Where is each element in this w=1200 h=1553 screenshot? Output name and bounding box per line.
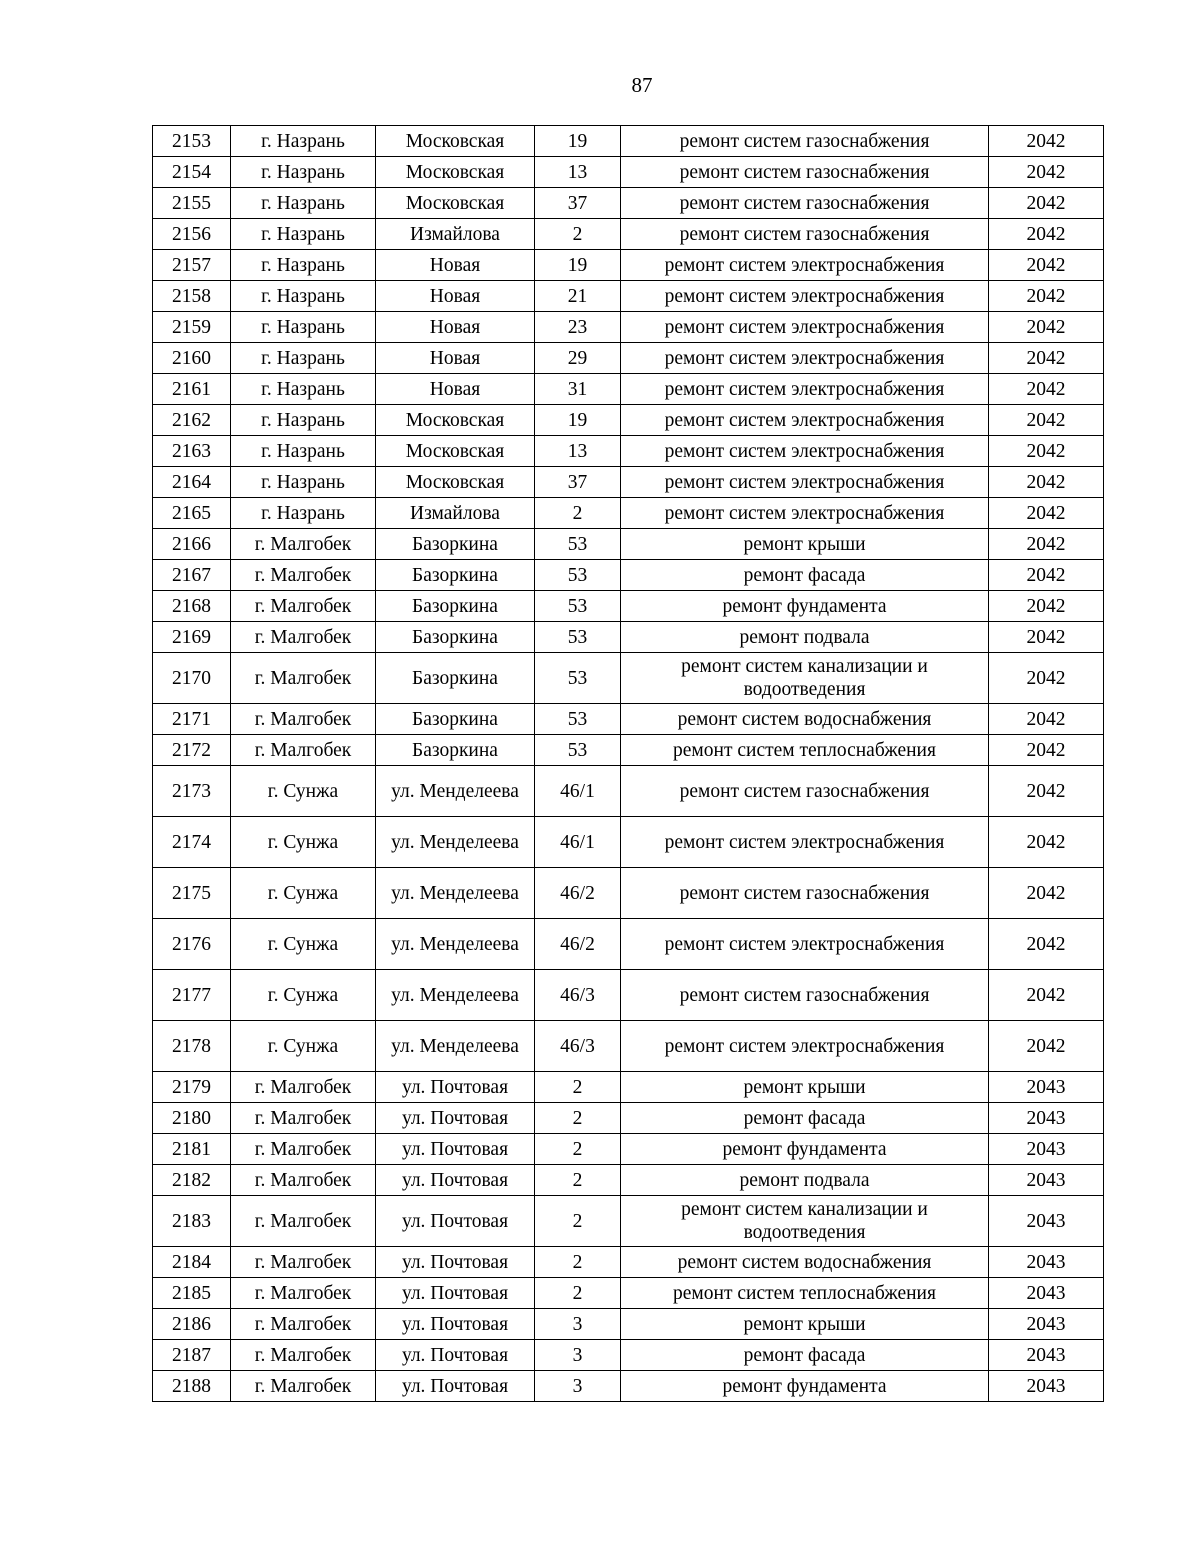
table-row <box>153 1278 1104 1309</box>
city-cell: г. Назрань <box>231 126 376 157</box>
city-cell: г. Малгобек <box>231 622 376 653</box>
work-type-cell: ремонт систем электроснабжения <box>621 281 989 312</box>
work-type-cell: ремонт крыши <box>621 1309 989 1340</box>
city-cell: г. Сунжа <box>231 766 376 817</box>
city-cell: г. Малгобек <box>231 560 376 591</box>
street-cell: ул. Менделеева <box>376 868 535 919</box>
row-number-cell: 2153 <box>153 126 231 157</box>
street-cell: Новая <box>376 250 535 281</box>
work-type-cell: ремонт фундамента <box>621 1371 989 1402</box>
year-cell: 2043 <box>989 1196 1104 1247</box>
street-cell: ул. Менделеева <box>376 919 535 970</box>
city-cell: г. Назрань <box>231 281 376 312</box>
house-number-cell: 2 <box>535 1072 621 1103</box>
street-cell: Базоркина <box>376 591 535 622</box>
year-cell: 2042 <box>989 312 1104 343</box>
row-number-cell: 2157 <box>153 250 231 281</box>
year-cell: 2043 <box>989 1309 1104 1340</box>
city-cell: г. Назрань <box>231 188 376 219</box>
row-number-cell: 2184 <box>153 1247 231 1278</box>
work-type-cell: ремонт систем газоснабжения <box>621 970 989 1021</box>
table-row <box>153 374 1104 405</box>
row-number-cell: 2175 <box>153 868 231 919</box>
street-cell: ул. Почтовая <box>376 1165 535 1196</box>
table-row <box>153 1103 1104 1134</box>
table-row <box>153 560 1104 591</box>
street-cell: ул. Менделеева <box>376 817 535 868</box>
year-cell: 2042 <box>989 591 1104 622</box>
city-cell: г. Малгобек <box>231 653 376 704</box>
house-number-cell: 2 <box>535 1134 621 1165</box>
city-cell: г. Малгобек <box>231 529 376 560</box>
house-number-cell: 31 <box>535 374 621 405</box>
row-number-cell: 2162 <box>153 405 231 436</box>
year-cell: 2042 <box>989 622 1104 653</box>
row-number-cell: 2156 <box>153 219 231 250</box>
row-number-cell: 2155 <box>153 188 231 219</box>
table-row <box>153 281 1104 312</box>
row-number-cell: 2164 <box>153 467 231 498</box>
city-cell: г. Малгобек <box>231 1196 376 1247</box>
city-cell: г. Малгобек <box>231 1309 376 1340</box>
house-number-cell: 23 <box>535 312 621 343</box>
city-cell: г. Сунжа <box>231 970 376 1021</box>
year-cell: 2042 <box>989 498 1104 529</box>
year-cell: 2042 <box>989 817 1104 868</box>
year-cell: 2042 <box>989 560 1104 591</box>
row-number-cell: 2169 <box>153 622 231 653</box>
work-type-cell: ремонт систем электроснабжения <box>621 498 989 529</box>
city-cell: г. Малгобек <box>231 1371 376 1402</box>
table-row <box>153 817 1104 868</box>
city-cell: г. Назрань <box>231 312 376 343</box>
city-cell: г. Малгобек <box>231 1103 376 1134</box>
work-type-cell: ремонт систем канализации и водоотведения <box>621 653 989 704</box>
row-number-cell: 2188 <box>153 1371 231 1402</box>
row-number-cell: 2182 <box>153 1165 231 1196</box>
year-cell: 2042 <box>989 1021 1104 1072</box>
street-cell: Новая <box>376 374 535 405</box>
table-row <box>153 188 1104 219</box>
year-cell: 2042 <box>989 405 1104 436</box>
row-number-cell: 2185 <box>153 1278 231 1309</box>
house-number-cell: 37 <box>535 467 621 498</box>
year-cell: 2042 <box>989 188 1104 219</box>
work-type-cell: ремонт подвала <box>621 1165 989 1196</box>
row-number-cell: 2167 <box>153 560 231 591</box>
house-number-cell: 3 <box>535 1340 621 1371</box>
year-cell: 2042 <box>989 157 1104 188</box>
house-number-cell: 53 <box>535 622 621 653</box>
city-cell: г. Сунжа <box>231 817 376 868</box>
house-number-cell: 19 <box>535 250 621 281</box>
table-row <box>153 1021 1104 1072</box>
house-number-cell: 2 <box>535 1165 621 1196</box>
house-number-cell: 53 <box>535 529 621 560</box>
table-row <box>153 1247 1104 1278</box>
row-number-cell: 2171 <box>153 704 231 735</box>
work-type-cell: ремонт систем теплоснабжения <box>621 1278 989 1309</box>
year-cell: 2042 <box>989 343 1104 374</box>
table-row <box>153 312 1104 343</box>
street-cell: Базоркина <box>376 622 535 653</box>
house-number-cell: 53 <box>535 704 621 735</box>
city-cell: г. Малгобек <box>231 1247 376 1278</box>
city-cell: г. Малгобек <box>231 735 376 766</box>
work-type-cell: ремонт систем электроснабжения <box>621 1021 989 1072</box>
row-number-cell: 2172 <box>153 735 231 766</box>
street-cell: Московская <box>376 188 535 219</box>
house-number-cell: 46/1 <box>535 817 621 868</box>
year-cell: 2042 <box>989 529 1104 560</box>
street-cell: Базоркина <box>376 560 535 591</box>
row-number-cell: 2180 <box>153 1103 231 1134</box>
house-number-cell: 21 <box>535 281 621 312</box>
work-type-cell: ремонт фасада <box>621 1103 989 1134</box>
street-cell: Московская <box>376 436 535 467</box>
work-type-cell: ремонт фундамента <box>621 1134 989 1165</box>
house-number-cell: 46/2 <box>535 919 621 970</box>
street-cell: ул. Почтовая <box>376 1247 535 1278</box>
year-cell: 2043 <box>989 1072 1104 1103</box>
table-row <box>153 343 1104 374</box>
table-row <box>153 405 1104 436</box>
table-row <box>153 436 1104 467</box>
street-cell: Новая <box>376 281 535 312</box>
house-number-cell: 46/2 <box>535 868 621 919</box>
row-number-cell: 2163 <box>153 436 231 467</box>
street-cell: Измайлова <box>376 498 535 529</box>
house-number-cell: 53 <box>535 735 621 766</box>
house-number-cell: 46/3 <box>535 970 621 1021</box>
street-cell: ул. Почтовая <box>376 1309 535 1340</box>
year-cell: 2042 <box>989 219 1104 250</box>
street-cell: ул. Почтовая <box>376 1340 535 1371</box>
street-cell: ул. Менделеева <box>376 766 535 817</box>
house-number-cell: 29 <box>535 343 621 374</box>
house-number-cell: 19 <box>535 405 621 436</box>
house-number-cell: 3 <box>535 1371 621 1402</box>
street-cell: Базоркина <box>376 735 535 766</box>
house-number-cell: 2 <box>535 1103 621 1134</box>
house-number-cell: 2 <box>535 219 621 250</box>
house-number-cell: 2 <box>535 498 621 529</box>
work-type-cell: ремонт систем газоснабжения <box>621 126 989 157</box>
table-row <box>153 498 1104 529</box>
city-cell: г. Сунжа <box>231 919 376 970</box>
street-cell: Московская <box>376 405 535 436</box>
table-row <box>153 622 1104 653</box>
work-type-cell: ремонт систем электроснабжения <box>621 312 989 343</box>
city-cell: г. Малгобек <box>231 591 376 622</box>
page-number: 87 <box>631 73 653 97</box>
work-type-cell: ремонт систем газоснабжения <box>621 188 989 219</box>
street-cell: ул. Почтовая <box>376 1134 535 1165</box>
repair-schedule-table <box>152 125 1104 1402</box>
year-cell: 2042 <box>989 766 1104 817</box>
year-cell: 2043 <box>989 1165 1104 1196</box>
house-number-cell: 46/1 <box>535 766 621 817</box>
table-row <box>153 868 1104 919</box>
row-number-cell: 2177 <box>153 970 231 1021</box>
year-cell: 2043 <box>989 1247 1104 1278</box>
street-cell: Новая <box>376 343 535 374</box>
work-type-cell: ремонт систем газоснабжения <box>621 868 989 919</box>
row-number-cell: 2168 <box>153 591 231 622</box>
house-number-cell: 53 <box>535 560 621 591</box>
street-cell: ул. Менделеева <box>376 1021 535 1072</box>
row-number-cell: 2161 <box>153 374 231 405</box>
work-type-cell: ремонт крыши <box>621 529 989 560</box>
house-number-cell: 46/3 <box>535 1021 621 1072</box>
year-cell: 2042 <box>989 919 1104 970</box>
city-cell: г. Малгобек <box>231 704 376 735</box>
work-type-cell: ремонт систем электроснабжения <box>621 919 989 970</box>
street-cell: Базоркина <box>376 704 535 735</box>
table-row <box>153 1371 1104 1402</box>
city-cell: г. Малгобек <box>231 1134 376 1165</box>
row-number-cell: 2179 <box>153 1072 231 1103</box>
city-cell: г. Назрань <box>231 405 376 436</box>
city-cell: г. Малгобек <box>231 1165 376 1196</box>
street-cell: ул. Почтовая <box>376 1371 535 1402</box>
row-number-cell: 2160 <box>153 343 231 374</box>
work-type-cell: ремонт систем газоснабжения <box>621 157 989 188</box>
year-cell: 2042 <box>989 467 1104 498</box>
year-cell: 2043 <box>989 1134 1104 1165</box>
table-row <box>153 250 1104 281</box>
work-type-cell: ремонт крыши <box>621 1072 989 1103</box>
street-cell: Московская <box>376 157 535 188</box>
street-cell: Базоркина <box>376 529 535 560</box>
house-number-cell: 13 <box>535 157 621 188</box>
work-type-cell: ремонт систем теплоснабжения <box>621 735 989 766</box>
year-cell: 2042 <box>989 970 1104 1021</box>
year-cell: 2042 <box>989 250 1104 281</box>
work-type-cell: ремонт систем электроснабжения <box>621 250 989 281</box>
city-cell: г. Малгобек <box>231 1340 376 1371</box>
year-cell: 2042 <box>989 436 1104 467</box>
year-cell: 2043 <box>989 1278 1104 1309</box>
work-type-cell: ремонт систем электроснабжения <box>621 405 989 436</box>
row-number-cell: 2174 <box>153 817 231 868</box>
year-cell: 2042 <box>989 653 1104 704</box>
street-cell: ул. Почтовая <box>376 1072 535 1103</box>
house-number-cell: 2 <box>535 1278 621 1309</box>
house-number-cell: 2 <box>535 1247 621 1278</box>
table-row <box>153 529 1104 560</box>
city-cell: г. Малгобек <box>231 1072 376 1103</box>
table-row <box>153 219 1104 250</box>
table-row <box>153 735 1104 766</box>
table-row <box>153 1340 1104 1371</box>
row-number-cell: 2170 <box>153 653 231 704</box>
work-type-cell: ремонт подвала <box>621 622 989 653</box>
street-cell: Московская <box>376 126 535 157</box>
year-cell: 2042 <box>989 374 1104 405</box>
row-number-cell: 2178 <box>153 1021 231 1072</box>
house-number-cell: 53 <box>535 653 621 704</box>
house-number-cell: 13 <box>535 436 621 467</box>
city-cell: г. Назрань <box>231 343 376 374</box>
house-number-cell: 3 <box>535 1309 621 1340</box>
table-row <box>153 1165 1104 1196</box>
city-cell: г. Назрань <box>231 250 376 281</box>
work-type-cell: ремонт систем электроснабжения <box>621 374 989 405</box>
table-row <box>153 766 1104 817</box>
table-row <box>153 1309 1104 1340</box>
street-cell: ул. Менделеева <box>376 970 535 1021</box>
table-row <box>153 1072 1104 1103</box>
row-number-cell: 2173 <box>153 766 231 817</box>
row-number-cell: 2166 <box>153 529 231 560</box>
work-type-cell: ремонт систем электроснабжения <box>621 467 989 498</box>
row-number-cell: 2187 <box>153 1340 231 1371</box>
street-cell: Базоркина <box>376 653 535 704</box>
row-number-cell: 2181 <box>153 1134 231 1165</box>
row-number-cell: 2158 <box>153 281 231 312</box>
city-cell: г. Назрань <box>231 374 376 405</box>
work-type-cell: ремонт систем газоснабжения <box>621 766 989 817</box>
work-type-cell: ремонт фундамента <box>621 591 989 622</box>
row-number-cell: 2159 <box>153 312 231 343</box>
year-cell: 2042 <box>989 868 1104 919</box>
table-row <box>153 919 1104 970</box>
table-row <box>153 970 1104 1021</box>
city-cell: г. Назрань <box>231 157 376 188</box>
street-cell: ул. Почтовая <box>376 1103 535 1134</box>
house-number-cell: 2 <box>535 1196 621 1247</box>
table-row <box>153 1134 1104 1165</box>
table-row <box>153 157 1104 188</box>
city-cell: г. Назрань <box>231 467 376 498</box>
table-row <box>153 1196 1104 1247</box>
year-cell: 2043 <box>989 1340 1104 1371</box>
work-type-cell: ремонт систем электроснабжения <box>621 817 989 868</box>
row-number-cell: 2154 <box>153 157 231 188</box>
work-type-cell: ремонт систем электроснабжения <box>621 343 989 374</box>
year-cell: 2043 <box>989 1371 1104 1402</box>
table-row <box>153 126 1104 157</box>
row-number-cell: 2176 <box>153 919 231 970</box>
city-cell: г. Сунжа <box>231 868 376 919</box>
table-row <box>153 591 1104 622</box>
table-row <box>153 653 1104 704</box>
row-number-cell: 2186 <box>153 1309 231 1340</box>
year-cell: 2043 <box>989 1103 1104 1134</box>
work-type-cell: ремонт фасада <box>621 560 989 591</box>
year-cell: 2042 <box>989 126 1104 157</box>
table-body <box>153 126 1104 1402</box>
work-type-cell: ремонт систем водоснабжения <box>621 704 989 735</box>
table-row <box>153 704 1104 735</box>
table-row <box>153 467 1104 498</box>
street-cell: ул. Почтовая <box>376 1196 535 1247</box>
house-number-cell: 53 <box>535 591 621 622</box>
work-type-cell: ремонт систем электроснабжения <box>621 436 989 467</box>
year-cell: 2042 <box>989 735 1104 766</box>
year-cell: 2042 <box>989 281 1104 312</box>
street-cell: Московская <box>376 467 535 498</box>
work-type-cell: ремонт систем газоснабжения <box>621 219 989 250</box>
work-type-cell: ремонт систем водоснабжения <box>621 1247 989 1278</box>
work-type-cell: ремонт фасада <box>621 1340 989 1371</box>
row-number-cell: 2183 <box>153 1196 231 1247</box>
house-number-cell: 19 <box>535 126 621 157</box>
street-cell: ул. Почтовая <box>376 1278 535 1309</box>
row-number-cell: 2165 <box>153 498 231 529</box>
city-cell: г. Назрань <box>231 219 376 250</box>
house-number-cell: 37 <box>535 188 621 219</box>
work-type-cell: ремонт систем канализации и водоотведения <box>621 1196 989 1247</box>
year-cell: 2042 <box>989 704 1104 735</box>
city-cell: г. Сунжа <box>231 1021 376 1072</box>
city-cell: г. Назрань <box>231 436 376 467</box>
street-cell: Измайлова <box>376 219 535 250</box>
city-cell: г. Малгобек <box>231 1278 376 1309</box>
city-cell: г. Назрань <box>231 498 376 529</box>
street-cell: Новая <box>376 312 535 343</box>
